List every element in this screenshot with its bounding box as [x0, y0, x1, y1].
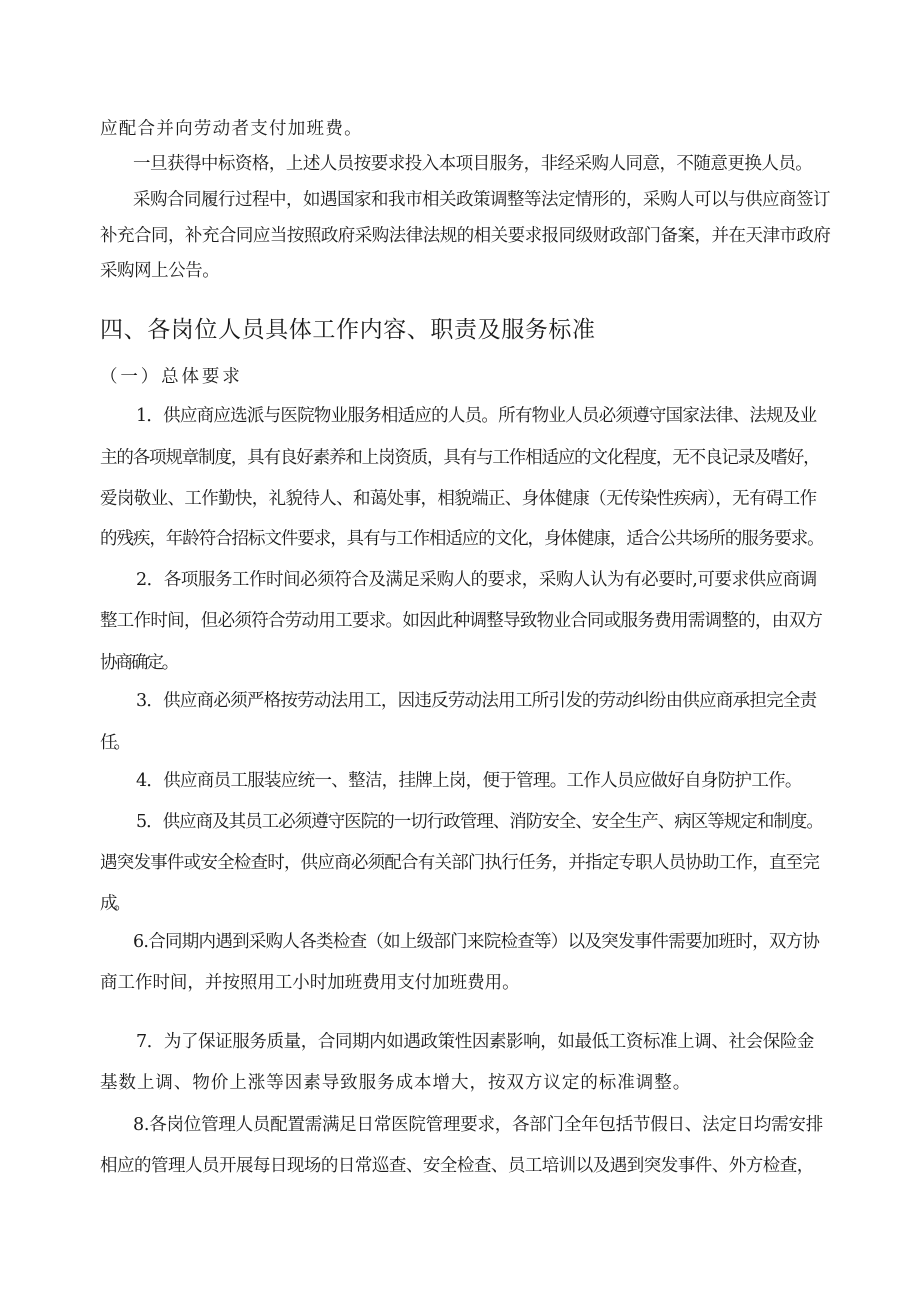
paragraph-line: 应配合并向劳动者支付加班费。	[100, 119, 363, 139]
paragraph-line: 遇突发事件或安全检查时，供应商必须配合有关部门执行任务，并指定专职人员协助工作，直至完	[100, 853, 820, 873]
paragraph-line: 采购网上公告。	[100, 261, 220, 281]
paragraph-line: 8.各岗位管理人员配置需满足日常医院管理要求，各部门全年包括节假日、法定日均需安排	[133, 1115, 823, 1135]
paragraph-line: 4．供应商员工服装应统一、整洁，挂牌上岗，便于管理。工作人员应做好自身防护工作。	[136, 771, 802, 791]
paragraph-line: 主的各项规章制度，具有良好素养和上岗资质，具有与工作相适应的文化程度，无不良记录及嗜好，	[100, 448, 820, 468]
paragraph-line: 1．供应商应选派与医院物业服务相适应的人员。所有物业人员必须遵守国家法律、法规及业	[136, 406, 817, 426]
paragraph-line: 7．为了保证服务质量，合同期内如遇政策性因素影响，如最低工资标准上调、社会保险金	[136, 1032, 815, 1052]
paragraph-line: 一旦获得中标资格，上述人员按要求投入本项目服务，非经采购人同意，不随意更换人员。	[133, 154, 813, 174]
paragraph-line: 5．供应商及其员工必须遵守医院的一切行政管理、消防安全、安全生产、病区等规定和制度。	[136, 812, 823, 832]
paragraph-line: 基数上调、物价上涨等因素导致服务成本增大，按双方议定的标准调整。	[100, 1073, 692, 1093]
paragraph-line: 采购合同履行过程中，如遇国家和我市相关政策调整等法定情形的，采购人可以与供应商签订	[133, 190, 830, 210]
paragraph-line: 成。	[100, 894, 127, 914]
paragraph-line: 6.合同期内遇到采购人各类检查（如上级部门来院检查等）以及突发事件需要加班时，双方协	[133, 932, 820, 952]
subsection-heading: （一）总体要求	[100, 367, 243, 387]
paragraph-line: 相应的管理人员开展每日现场的日常巡查、安全检查、员工培训以及遇到突发事件、外方检查，	[100, 1156, 814, 1176]
paragraph-line: 2．各项服务工作时间必须符合及满足采购人的要求，采购人认为有必要时,可要求供应商调	[136, 570, 817, 590]
paragraph-line: 的残疾，年龄符合招标文件要求，具有与工作相适应的文化，身体健康，适合公共场所的服务要求。	[100, 529, 824, 549]
paragraph-line: 商工作时间，并按照用工小时加班费用支付加班费用。	[100, 973, 520, 993]
paragraph-line: 补充合同，补充合同应当按照政府采购法律法规的相关要求报同级财政部门备案，并在天津市政府	[100, 226, 831, 246]
paragraph-line: 爱岗敬业、工作勤快，礼貌待人、和蔼处事，相貌端正、身体健康（无传染性疾病），无有碍工作	[100, 489, 817, 509]
paragraph-line: 任。	[100, 733, 127, 753]
paragraph-line: 整工作时间，但必须符合劳动用工要求。如因此种调整导致物业合同或服务费用需调整的，由双方	[100, 611, 823, 631]
paragraph-line: 3．供应商必须严格按劳动法用工，因违反劳动法用工所引发的劳动纠纷由供应商承担完全责	[136, 691, 817, 711]
section-heading: 四、各岗位人员具体工作内容、职责及服务标准	[100, 317, 596, 343]
paragraph-line: 协商确定。	[100, 653, 178, 673]
